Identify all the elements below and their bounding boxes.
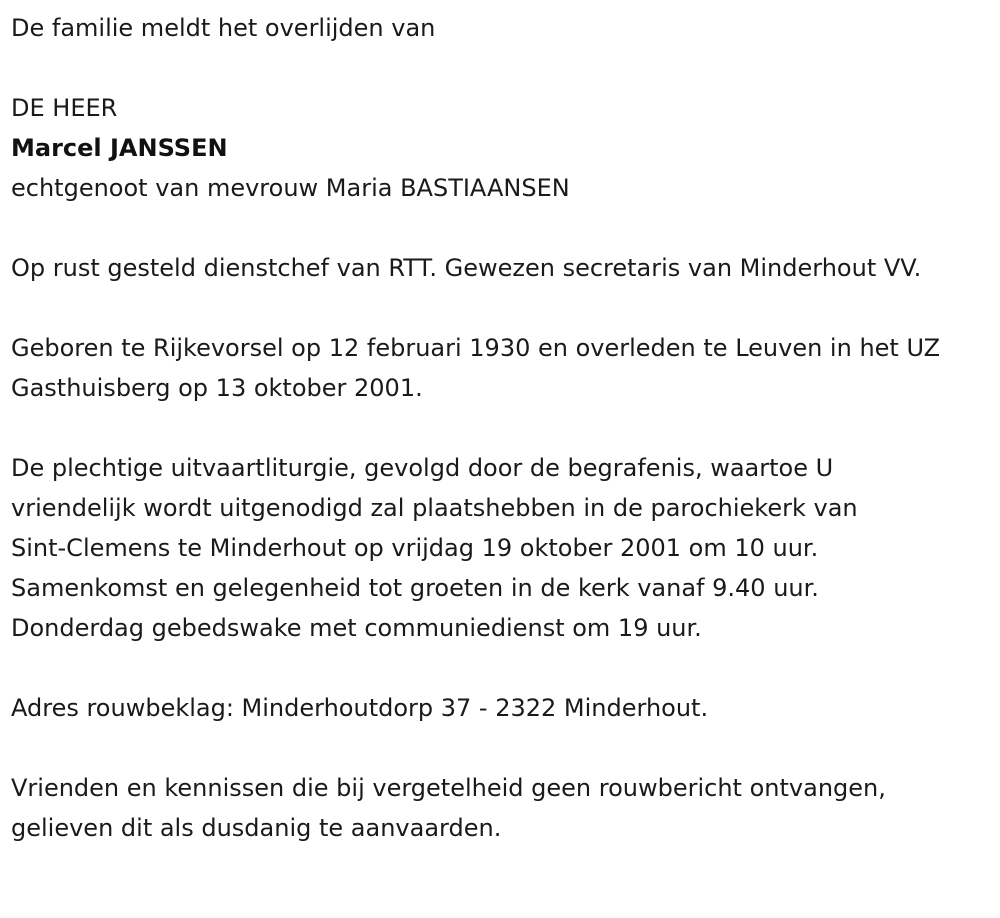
- spacer: [11, 288, 986, 328]
- spacer: [11, 208, 986, 248]
- death-notice: [11, 8, 986, 848]
- funeral-line: De plechtige uitvaartliturgie, gevolgd door de begrafenis, waartoe U: [11, 454, 834, 482]
- funeral-line: Samenkomst en gelegenheid tot groeten in de kerk vanaf 9.40 uur.: [11, 574, 819, 602]
- funeral-line: Donderdag gebedswake met communiedienst om 19 uur.: [11, 614, 702, 642]
- career-paragraph: Op rust gesteld dienstchef van RTT. Gewezen secretaris van Minderhout VV.: [11, 254, 922, 282]
- spacer: [11, 48, 986, 88]
- funeral-line: Sint-Clemens te Minderhout op vrijdag 19 oktober 2001 om 10 uur.: [11, 534, 819, 562]
- funeral-line: vriendelijk wordt uitgenodigd zal plaatshebben in de parochiekerk van: [11, 494, 858, 522]
- spacer: [11, 648, 986, 688]
- birth-death-paragraph: Geboren te Rijkevorsel op 12 februari 1930 en overleden te Leuven in het UZ Gasthuisberg op 13 oktober 2001.: [11, 334, 941, 402]
- salutation: DE HEER: [11, 94, 118, 122]
- deceased-name: Marcel JANSSEN: [11, 134, 228, 162]
- spacer: [11, 408, 986, 448]
- spacer: [11, 728, 986, 768]
- intro-line: De familie meldt het overlijden van: [11, 14, 436, 42]
- closing-paragraph: Vrienden en kennissen die bij vergetelheid geen rouwbericht ontvangen, gelieven dit als dusdanig te aanvaarden.: [11, 774, 886, 842]
- condolence-address: Adres rouwbeklag: Minderhoutdorp 37 - 2322 Minderhout.: [11, 694, 709, 722]
- spouse-line: echtgenoot van mevrouw Maria BASTIAANSEN: [11, 174, 570, 202]
